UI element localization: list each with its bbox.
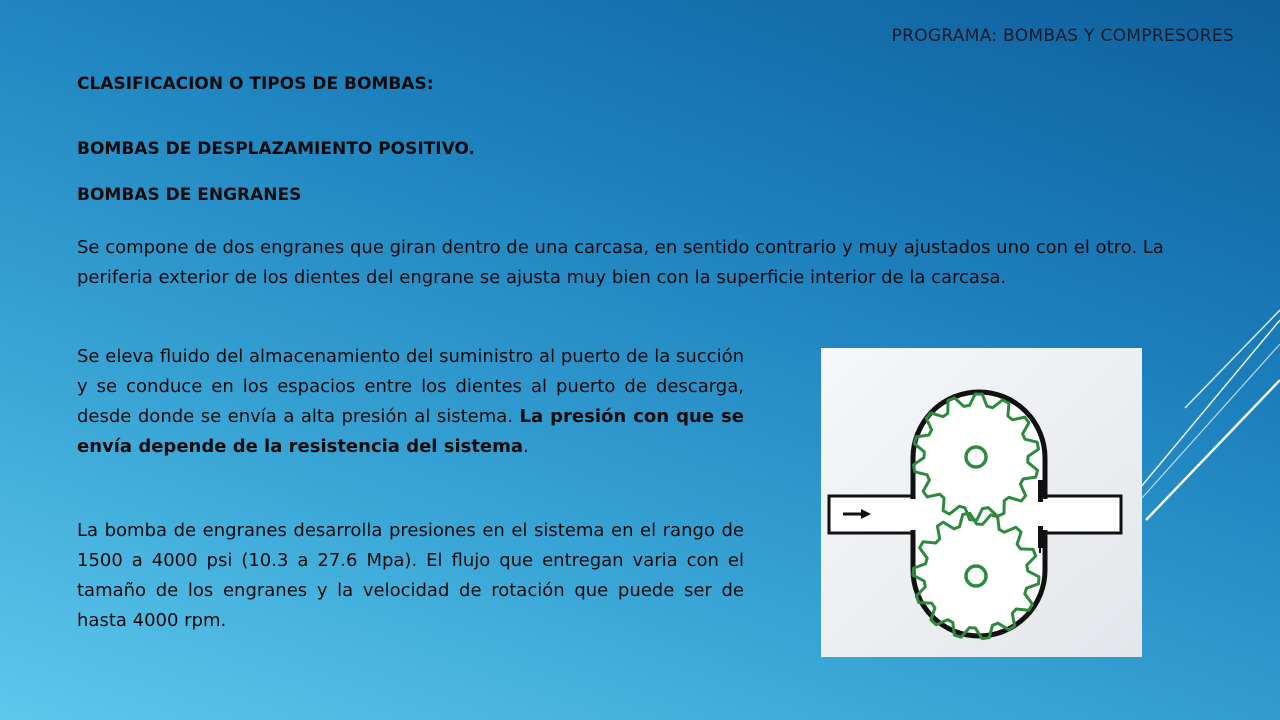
decorative-lines-icon	[1140, 300, 1280, 530]
operation-end: .	[523, 436, 529, 457]
pressure-range-paragraph: La bomba de engranes desarrolla presiones en el sistema en el rango de 1500 a 4000 psi (10.3 a 27.6 Mpa). El flujo que entregan varia con el tamaño de los engranes y la velocidad de rotación que puede ser de hasta 4000 rpm.	[77, 520, 744, 631]
operation-text: Se eleva fluido del almacenamiento del suministro al puerto de la succión y se conduce en los espacios entre los dientes al puerto de descarga, desde donde se envía a alta presión al sistema.	[77, 346, 744, 427]
gear-pumps-heading: BOMBAS DE ENGRANES	[77, 185, 302, 205]
operation-bold-text: La presión con que se envía depende de la resistencia del sistema	[77, 406, 745, 457]
gear-pump-diagram-icon	[821, 348, 1142, 657]
classification-heading: CLASIFICACION O TIPOS DE BOMBAS:	[77, 74, 434, 94]
positive-displacement-heading: BOMBAS DE DESPLAZAMIENTO POSITIVO.	[77, 139, 475, 159]
program-title: PROGRAMA: BOMBAS Y COMPRESORES	[891, 26, 1234, 46]
operation-paragraph	[77, 342, 744, 462]
intro-paragraph: Se compone de dos engranes que giran dentro de una carcasa, en sentido contrario y muy ajustados uno con el otro. La periferia exterior de los dientes del engrane se ajusta muy bien con la superficie interior de la carcasa.	[77, 237, 1164, 288]
